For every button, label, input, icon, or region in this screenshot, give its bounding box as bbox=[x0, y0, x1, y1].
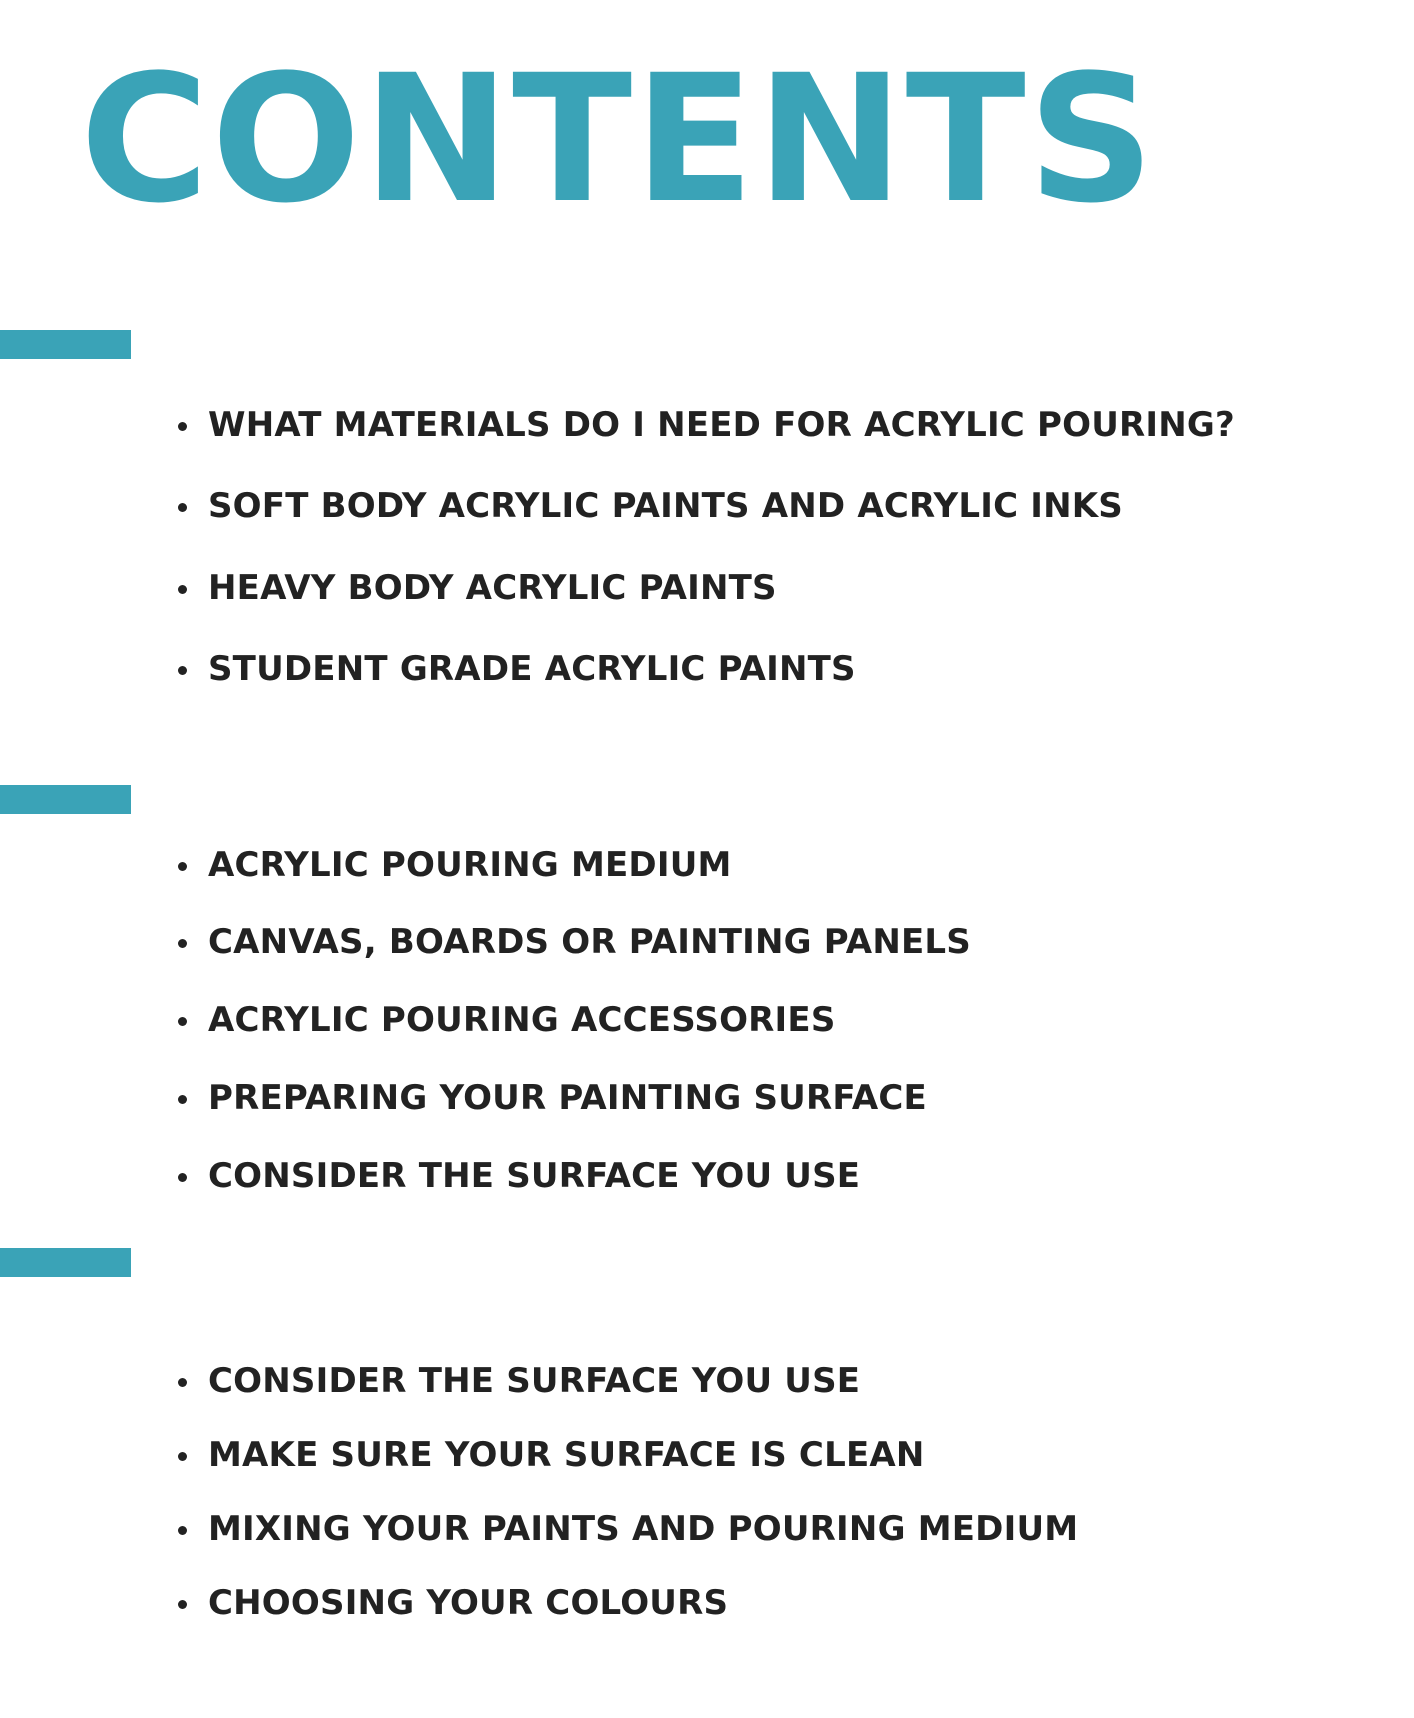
list-item bbox=[0, 1578, 1400, 1628]
bullet-icon bbox=[178, 1095, 187, 1104]
list-item bbox=[0, 840, 1400, 890]
list-item bbox=[0, 1073, 1400, 1123]
list-item bbox=[0, 481, 1400, 531]
bullet-icon bbox=[178, 422, 187, 431]
list-item-label: ACRYLIC POURING MEDIUM bbox=[208, 845, 732, 885]
list-item-label: ACRYLIC POURING ACCESSORIES bbox=[208, 1000, 836, 1040]
bullet-icon bbox=[178, 585, 187, 594]
list-item bbox=[0, 1504, 1400, 1554]
bullet-icon bbox=[178, 939, 187, 948]
bullet-icon bbox=[178, 1452, 187, 1461]
bullet-icon bbox=[178, 503, 187, 512]
section-divider-bar bbox=[0, 330, 131, 359]
list-item-label: CANVAS, BOARDS OR PAINTING PANELS bbox=[208, 922, 971, 962]
list-item-label: MIXING YOUR PAINTS AND POURING MEDIUM bbox=[208, 1509, 1079, 1549]
list-item bbox=[0, 644, 1400, 694]
bullet-icon bbox=[178, 1600, 187, 1609]
section-divider-bar bbox=[0, 1248, 131, 1277]
bullet-icon bbox=[178, 1017, 187, 1026]
bullet-icon bbox=[178, 1173, 187, 1182]
bullet-icon bbox=[178, 666, 187, 675]
list-item bbox=[0, 1151, 1400, 1201]
list-item-label: CONSIDER THE SURFACE YOU USE bbox=[208, 1156, 861, 1196]
list-item-label: SOFT BODY ACRYLIC PAINTS AND ACRYLIC INKS bbox=[208, 486, 1123, 526]
list-item-label: STUDENT GRADE ACRYLIC PAINTS bbox=[208, 649, 856, 689]
list-item bbox=[0, 1430, 1400, 1480]
bullet-icon bbox=[178, 862, 187, 871]
list-item-label: CONSIDER THE SURFACE YOU USE bbox=[208, 1361, 861, 1401]
list-item bbox=[0, 563, 1400, 613]
section-divider-bar bbox=[0, 785, 131, 814]
list-item-label: CHOOSING YOUR COLOURS bbox=[208, 1583, 729, 1623]
bullet-icon bbox=[178, 1526, 187, 1535]
list-item bbox=[0, 1356, 1400, 1406]
bullet-icon bbox=[178, 1378, 187, 1387]
list-item bbox=[0, 995, 1400, 1045]
list-item bbox=[0, 400, 1400, 450]
page-title: CONTENTS bbox=[80, 37, 1157, 242]
list-item-label: MAKE SURE YOUR SURFACE IS CLEAN bbox=[208, 1435, 925, 1475]
list-item-label: PREPARING YOUR PAINTING SURFACE bbox=[208, 1078, 927, 1118]
list-item bbox=[0, 917, 1400, 967]
list-item-label: WHAT MATERIALS DO I NEED FOR ACRYLIC POURING? bbox=[208, 405, 1235, 445]
list-item-label: HEAVY BODY ACRYLIC PAINTS bbox=[208, 568, 777, 608]
